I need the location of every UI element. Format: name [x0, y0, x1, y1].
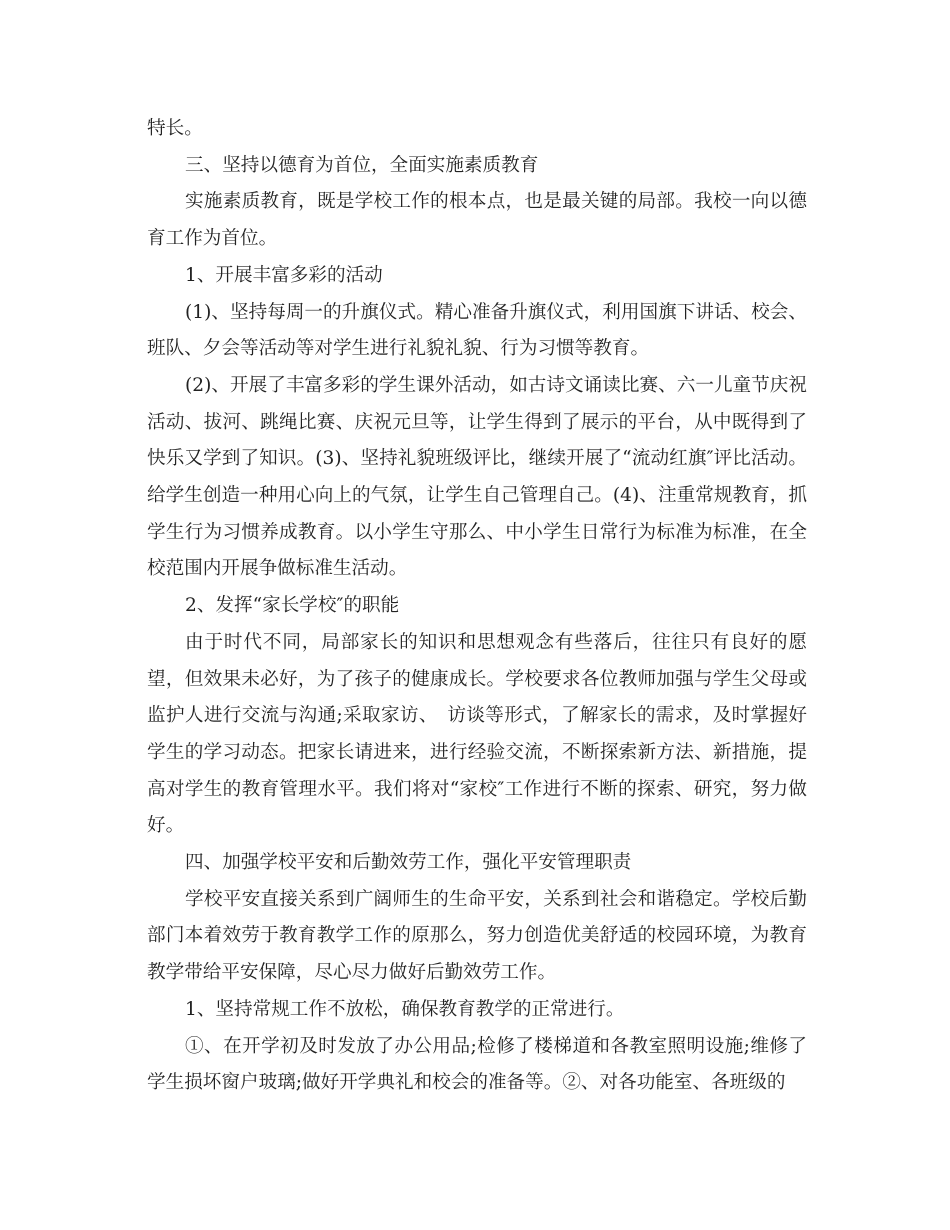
paragraph-continuation: 特长。: [147, 118, 203, 139]
subheading-activities: 1、开展丰富多彩的活动: [185, 264, 383, 286]
subheading-routine-work: 1、坚持常规工作不放松，确保教育教学的正常进行。: [185, 998, 625, 1020]
paragraph-quality-education: 实施素质教育，既是学校工作的根本点，也是最关键的局部。我校一向以德育工作为首位。: [147, 191, 807, 250]
paragraph-routine-details: ①、在开学初及时发放了办公用品;检修了楼梯道和各教室照明设施;维修了学生损坏窗户玻璃;做好开学典礼和校会的准备等。②、对各功能室、各班级的: [147, 1035, 807, 1094]
section-heading-safety: 四、加强学校平安和后勤效劳工作，强化平安管理职责: [185, 852, 632, 874]
section-heading-moral-education: 三、坚持以德育为首位，全面实施素质教育: [185, 154, 539, 176]
paragraph-safety: 学校平安直接关系到广阔师生的生命平安，关系到社会和谐稳定。学校后勤部门本着效劳于教育教学工作的原那么，努力创造优美舒适的校园环境，为教育教学带给平安保障，尽心尽力做好后勤效劳工作。: [147, 888, 807, 984]
paragraph-extracurricular: (2)、开展了丰富多彩的学生课外活动，如古诗文诵读比赛、六一儿童节庆祝活动、拔河、跳绳比赛、庆祝元旦等，让学生得到了展示的平台，从中既得到了快乐又学到了知识。(3)、坚持礼貌班级评比，继续开展了“流动红旗″评比活动。给学生创造一种用心向上的气氛，让学生自己管理自己。(4)、注重常规教育，抓学生行为习惯养成教育。以小学生守那么、中小学生日常行为标准为标准，在全校范围内开展争做标准生活动。: [147, 374, 807, 580]
paragraph-parent-communication: 由于时代不同，局部家长的知识和思想观念有些落后，往往只有良好的愿望，但效果未必好，为了孩子的健康成长。学校要求各位教师加强与学生父母或监护人进行交流与沟通;采取家访、 访谈等形式，了解家长的需求，及时掌握好学生的学习动态。把家长请进来，进行经验交流，不断探索新方法、新措施，提高对学生的教育管理水平。我们将对“家校″工作进行不断的探索、研究，努力做好。: [147, 631, 807, 837]
paragraph-flag-ceremony: (1)、坚持每周一的升旗仪式。精心准备升旗仪式，利用国旗下讲话、校会、班队、夕会等活动等对学生进行礼貌礼貌、行为习惯等教育。: [147, 301, 807, 360]
document-body: [147, 111, 807, 1102]
subheading-parent-school: 2、发挥“家长学校″的职能: [185, 595, 400, 617]
